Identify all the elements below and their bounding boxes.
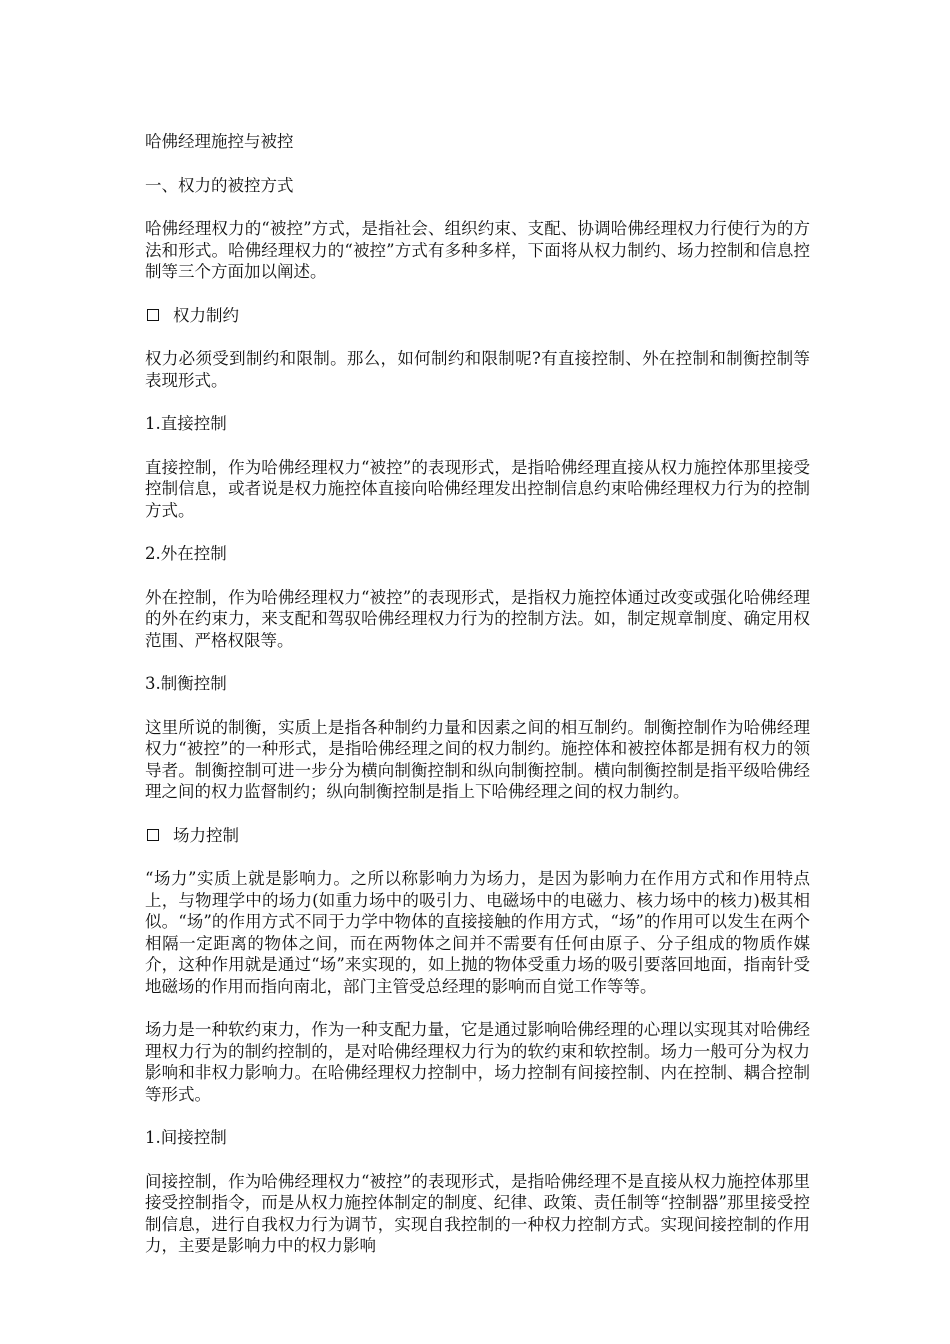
power-constraint-paragraph: 权力必须受到制约和限制。那么，如何制约和限制呢?有直接控制、外在控制和制衡控制等表现形式。	[145, 349, 810, 390]
indirect-control-paragraph: 间接控制，作为哈佛经理权力“被控”的表现形式，是指哈佛经理不是直接从权力施控体那里接受控制指令，而是从权力施控体制定的制度、纪律、政策、责任制等“控制器”那里接受控制信息，进行自我权力行为调节，实现自我控制的一种权力控制方式。实现间接控制的作用力，主要是影响力中的权力影响	[145, 1171, 810, 1255]
section1-heading: 一、权力的被控方式	[145, 175, 294, 195]
balance-control-heading: 3.制衡控制	[145, 674, 227, 693]
direct-control-paragraph: 直接控制，作为哈佛经理权力“被控”的表现形式，是指哈佛经理直接从权力施控体那里接受控制信息，或者说是权力施控体直接向哈佛经理发出控制信息约束哈佛经理权力行为的控制方式。	[145, 457, 810, 520]
bullet-label-power-constraint: 权力制约	[173, 305, 239, 325]
external-control-heading: 2.外在控制	[145, 544, 227, 563]
intro-paragraph: 哈佛经理权力的“被控”方式，是指社会、组织约束、支配、协调哈佛经理权力行使行为的方法和形式。哈佛经理权力的“被控”方式有多种多样，下面将从权力制约、场力控制和信息控制等三个方面加以阐述。	[145, 219, 810, 281]
bullet-label-field-force: 场力控制	[173, 825, 239, 845]
external-control-paragraph: 外在控制，作为哈佛经理权力“被控”的表现形式，是指权力施控体通过改变或强化哈佛经理的外在约束力，来支配和驾驭哈佛经理权力行为的控制方法。如，制定规章制度、确定用权范围、严格权限等。	[145, 587, 810, 650]
document-title: 哈佛经理施控与被控	[145, 132, 294, 151]
square-bullet-icon	[147, 309, 159, 321]
bullet-heading-power-constraint	[145, 305, 810, 327]
field-force-paragraph-1: “场力”实质上就是影响力。之所以称影响力为场力，是因为影响力在作用方式和作用特点上，与物理学中的场力(如重力场中的吸引力、电磁场中的电磁力、核力场中的核力)极其相似。“场”的作用方式不同于力学中物体的直接接触的作用方式，“场”的作用可以发生在两个相隔一定距离的物体之间，而在两物体之间并不需要有任何由原子、分子组成的物质作媒介，这种作用就是通过“场”来实现的，如上抛的物体受重力场的吸引要落回地面，指南针受地磁场的作用而指向南北，部门主管受总经理的影响而自觉工作等等。	[145, 869, 810, 996]
field-force-paragraph-2: 场力是一种软约束力，作为一种支配力量，它是通过影响哈佛经理的心理以实现其对哈佛经理权力行为的制约控制的，是对哈佛经理权力行为的软约束和软控制。场力一般可分为权力影响和非权力影响力。在哈佛经理权力控制中，场力控制有间接控制、内在控制、耦合控制等形式。	[145, 1020, 810, 1104]
bullet-heading-field-force	[145, 825, 810, 847]
document-page	[145, 131, 810, 1279]
indirect-control-heading: 1.间接控制	[145, 1128, 227, 1147]
balance-control-paragraph: 这里所说的制衡，实质上是指各种制约力量和因素之间的相互制约。制衡控制作为哈佛经理权力“被控”的一种形式，是指哈佛经理之间的权力制约。施控体和被控体都是拥有权力的领导者。制衡控制可进一步分为横向制衡控制和纵向制衡控制。横向制衡控制是指平级哈佛经理之间的权力监督制约；纵向制衡控制是指上下哈佛经理之间的权力制约。	[145, 717, 810, 801]
square-bullet-icon	[147, 829, 159, 841]
direct-control-heading: 1.直接控制	[145, 414, 227, 433]
